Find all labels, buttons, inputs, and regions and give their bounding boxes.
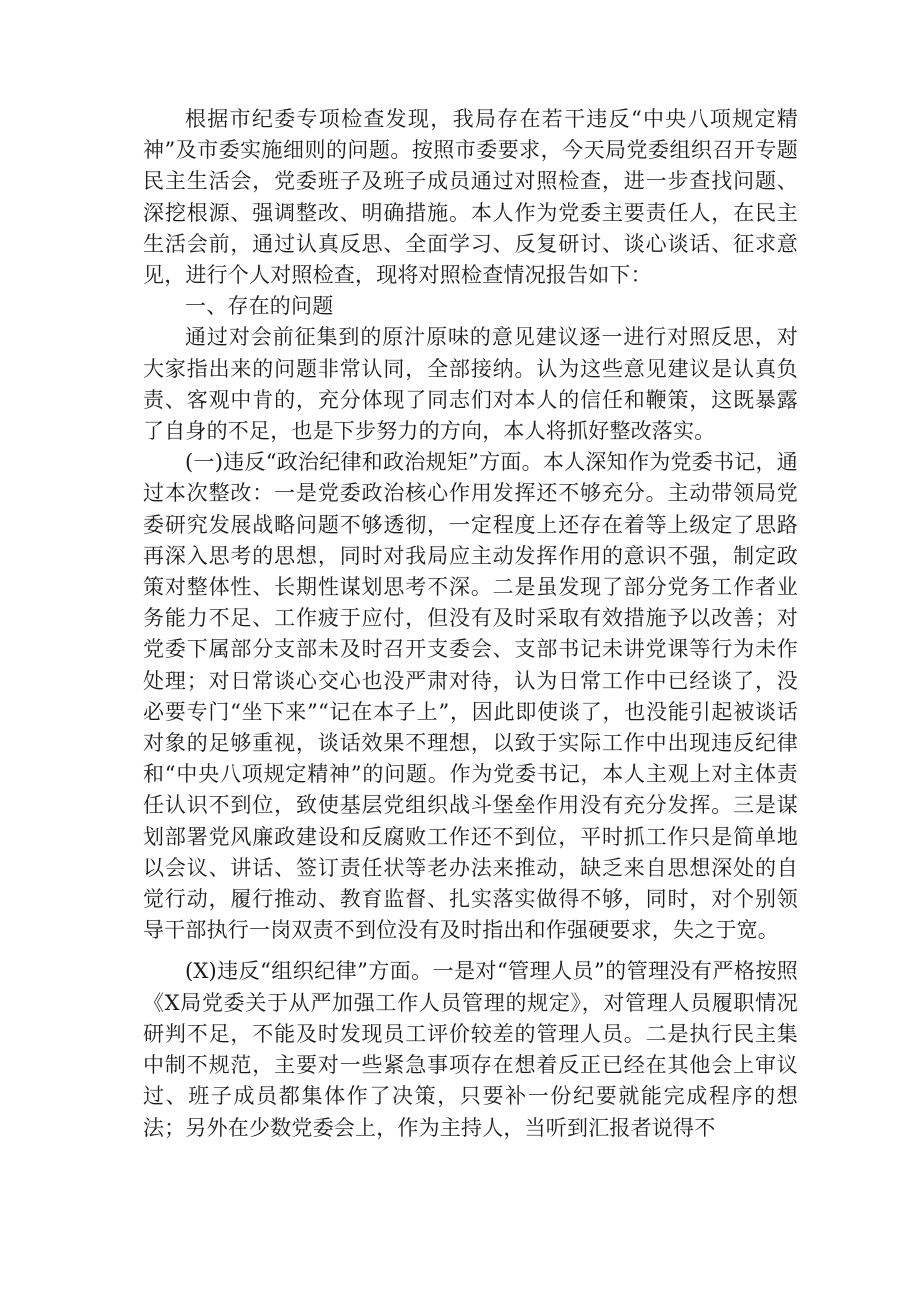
intro-paragraph: 根据市纪委专项检查发现，我局存在若干违反“中央八项规定精神”及市委实施细则的问题。按照市委要求，今天局党委组织召开专题民主生活会，党委班子及班子成员通过对照检查，进一步查找问题、深挖根源、强调整改、明确措施。本人作为党委主要责任人，在民主生活会前，通过认真反思、全面学习、反复研讨、谈心谈话、征求意见，进行个人对照检查，现将对照检查情况报告如下：	[143, 107, 798, 288]
section-1-heading: 一、存在的问题	[185, 294, 334, 319]
section-1-intro-paragraph: 通过对会前征集到的原汁原味的意见建议逐一进行对照反思，对大家指出来的问题非常认同，全部接纳。认为这些意见建议是认真负责、客观中肯的，充分体现了同志们对本人的信任和鞭策，这既暴露了自身的不足，也是下步努力的方向，本人将抓好整改落实。	[143, 325, 798, 444]
item-1-paragraph: (一)违反“政治纪律和政治规矩”方面。本人深知作为党委书记，通过本次整改：一是党委政治核心作用发挥还不够充分。主动带领局党委研究发展战略问题不够透彻，一定程度上还存在着等上级定了思路再深入思考的思想，同时对我局应主动发挥作用的意识不强，制定政策对整体性、长期性谋划思考不深。二是虽发现了部分党务工作者业务能力不足、工作疲于应付，但没有及时采取有效措施予以改善；对党委下属部分支部未及时召开支委会、支部书记未讲党课等行为未作处理；对日常谈心交心也没严肃对待，认为日常工作中已经谈了，没必要专门“坐下来”“记在本子上”，因此即使谈了，也没能引起被谈话对象的足够重视，谈话效果不理想，以致于实际工作中出现违反纪律和“中央八项规定精神”的问题。作为党委书记，本人主观上对主体责任认识不到位，致使基层党组织战斗堡垒作用没有充分发挥。三是谋划部署党风廉政建设和反腐败工作还不到位，平时抓工作只是简单地以会议、讲话、签订责任状等老办法来推动，缺乏来自思想深处的自觉行动，履行推动、教育监督、扎实落实做得不够，同时，对个别领导干部执行一岗双责不到位没有及时指出和作强硬要求，失之于宽。	[143, 450, 798, 943]
item-2-paragraph: (X)违反“组织纪律”方面。一是对“管理人员”的管理没有严格按照《X局党委关于从严加强工作人员管理的规定》，对管理人员履职情况研判不足，不能及时发现员工评价较差的管理人员。二是执行民主集中制不规范，主要对一些紧急事项存在想着反正已经在其他会上审议过、班子成员都集体作了决策，只要补一份纪要就能完成程序的想法；另外在少数党委会上，作为主持人，当听到汇报者说得不	[143, 959, 798, 1140]
document-page	[143, 104, 798, 1144]
paragraph-gap	[143, 946, 798, 956]
